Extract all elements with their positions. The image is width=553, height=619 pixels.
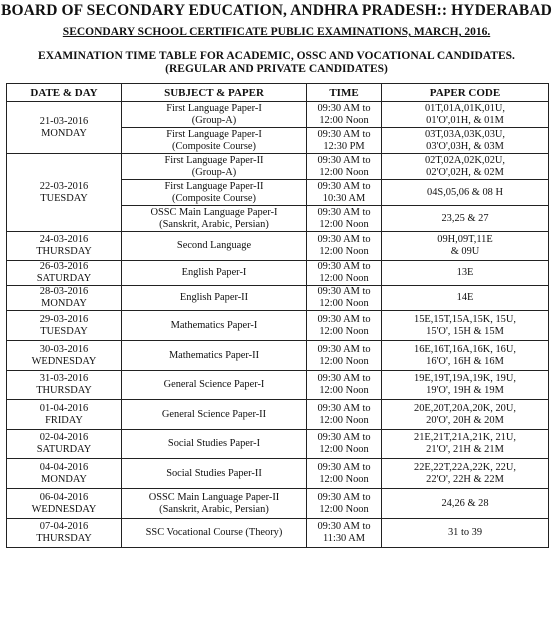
subject-line: (Group-A) [191,114,237,126]
time-line: 09:30 AM to [317,154,371,166]
exam-date: 04-04-2016 [39,461,89,473]
date-cell [7,400,122,430]
subject-cell [122,180,307,206]
exam-day: FRIDAY [45,414,83,426]
time-line: 12:00 Noon [319,414,369,426]
code-cell [382,341,549,371]
exam-date: 26-03-2016 [39,261,89,272]
exam-date: 29-03-2016 [39,313,89,325]
subject-line: (Sanskrit, Arabic, Persian) [159,503,269,515]
code-line: 24,26 & 28 [441,497,489,509]
code-cell [382,459,549,489]
subject-cell [122,519,307,548]
date-cell [7,154,122,232]
table-header-row [7,84,549,102]
time-line: 09:30 AM to [317,261,371,272]
code-cell [382,128,549,154]
table-body [7,102,549,548]
subject-line: First Language Paper-I [166,102,262,114]
exam-date: 06-04-2016 [39,491,89,503]
header-time: TIME [307,84,382,102]
code-line: 15E,15T,15A,15K, 15U, [414,313,516,325]
subject-line: General Science Paper-I [163,379,265,390]
time-line: 10:30 AM [322,192,366,204]
time-line: 09:30 AM to [317,313,371,325]
code-line: 09H,09T,11E [437,234,493,245]
date-cell [7,459,122,489]
time-line: 12:00 Noon [319,503,369,515]
date-cell [7,311,122,341]
exam-date: 22-03-2016 [39,180,89,192]
time-line: 09:30 AM to [317,343,371,355]
code-line: 22'O', 22H & 22M [426,473,504,485]
subject-cell [122,128,307,154]
time-line: 12:00 Noon [319,114,369,126]
subject-cell [122,232,307,261]
time-line: 09:30 AM to [317,128,371,140]
date-cell [7,430,122,459]
time-line: 12:00 Noon [319,385,369,396]
subject-cell [122,341,307,371]
subject-line: SSC Vocational Course (Theory) [145,527,283,538]
code-cell [382,400,549,430]
header-subject: SUBJECT & PAPER [122,84,307,102]
header-code: PAPER CODE [382,84,549,102]
subject-line: First Language Paper-II [164,154,264,166]
table-row [7,286,549,311]
exam-date: 01-04-2016 [39,402,89,414]
date-cell [7,286,122,311]
code-line: 20E,20T,20A,20K, 20U, [414,402,516,414]
table-row [7,519,549,548]
date-cell [7,232,122,261]
code-line: 03'O',03H, & 03M [426,140,504,152]
subject-line: Social Studies Paper-I [167,438,261,449]
time-line: 09:30 AM to [317,402,371,414]
time-line: 12:00 Noon [319,273,369,284]
time-line: 12:00 Noon [319,444,369,455]
subject-line: Mathematics Paper-II [168,349,260,361]
time-cell [307,371,382,400]
timetable-heading [0,50,553,76]
code-line: 22E,22T,22A,22K, 22U, [414,461,516,473]
exam-date: 28-03-2016 [39,286,89,297]
code-line: 03T,03A,03K,03U, [424,128,506,140]
code-line: 21'O', 21H & 21M [426,444,504,455]
table-row [7,341,549,371]
table-row [7,459,549,489]
time-cell [307,519,382,548]
time-line: 09:30 AM to [317,521,371,532]
subject-line: Mathematics Paper-I [170,319,258,331]
subject-line: First Language Paper-I [166,128,262,140]
code-cell [382,180,549,206]
time-cell [307,154,382,180]
time-line: 12:00 Noon [319,298,369,309]
time-line: 12:00 Noon [319,473,369,485]
exam-date: 02-04-2016 [39,432,89,443]
time-cell [307,430,382,459]
code-line: 01T,01A,01K,01U, [424,102,506,114]
code-cell [382,232,549,261]
time-cell [307,311,382,341]
time-cell [307,489,382,519]
code-cell [382,261,549,286]
time-cell [307,180,382,206]
time-cell [307,232,382,261]
exam-date: 30-03-2016 [39,343,89,355]
exam-date: 21-03-2016 [39,115,89,127]
subject-cell [122,459,307,489]
subject-line: English Paper-I [181,267,247,278]
table-row [7,232,549,261]
subject-line: (Composite Course) [172,192,256,204]
code-line: & 09U [450,246,480,257]
subject-line: OSSC Main Language Paper-II [148,491,280,503]
code-line: 15'O', 15H & 15M [426,325,504,337]
subject-line: First Language Paper-II [164,180,264,192]
exam-day: TUESDAY [40,192,88,204]
exam-day: SATURDAY [36,444,92,455]
exam-day: WEDNESDAY [31,503,97,515]
time-line: 09:30 AM to [317,180,371,192]
subject-line: English Paper-II [179,292,249,303]
subject-cell [122,371,307,400]
subject-line: Social Studies Paper-II [166,467,262,479]
code-cell [382,371,549,400]
code-line: 21E,21T,21A,21K, 21U, [414,432,516,443]
time-line: 12:30 PM [323,140,365,152]
subject-line: (Sanskrit, Arabic, Persian) [159,218,269,230]
exam-date: 31-03-2016 [39,373,89,384]
time-cell [307,206,382,232]
table-row [7,371,549,400]
code-line: 31 to 39 [447,527,483,538]
table-row [7,430,549,459]
date-cell [7,102,122,154]
time-cell [307,286,382,311]
code-cell [382,430,549,459]
time-cell [307,400,382,430]
subject-cell [122,311,307,341]
time-line: 09:30 AM to [317,286,371,297]
exam-day: MONDAY [41,127,87,139]
time-line: 09:30 AM to [317,206,371,218]
time-cell [307,261,382,286]
date-cell [7,489,122,519]
exam-date: 07-04-2016 [39,521,89,532]
table-row [7,489,549,519]
code-line: 02'O',02H, & 02M [426,166,504,178]
subject-cell [122,154,307,180]
time-line: 09:30 AM to [317,461,371,473]
code-line: 14E [456,292,474,303]
exam-day: TUESDAY [40,325,88,337]
exam-day: MONDAY [41,473,87,485]
code-line: 19'O', 19H & 19M [426,385,504,396]
exam-day: THURSDAY [36,246,92,257]
subject-line: Second Language [176,240,252,251]
subject-line: OSSC Main Language Paper-I [150,206,278,218]
code-cell [382,154,549,180]
subject-cell [122,489,307,519]
table-row [7,102,549,128]
code-line: 13E [456,267,474,278]
code-line: 16'O', 16H & 16M [426,355,504,367]
time-line: 12:00 Noon [319,166,369,178]
code-line: 19E,19T,19A,19K, 19U, [414,373,516,384]
board-title: BOARD OF SECONDARY EDUCATION, ANDHRA PRADESH:: HYDERABAD [1,2,552,19]
code-line: 20'O', 20H & 20M [426,414,504,426]
timetable-heading-line2: (REGULAR AND PRIVATE CANDIDATES) [165,63,388,75]
code-line: 23,25 & 27 [441,212,489,224]
time-line: 12:00 Noon [319,355,369,367]
time-line: 09:30 AM to [317,234,371,245]
time-line: 09:30 AM to [317,432,371,443]
time-line: 09:30 AM to [317,491,371,503]
date-cell [7,371,122,400]
table-row [7,400,549,430]
subject-cell [122,206,307,232]
subject-cell [122,286,307,311]
subject-line: (Group-A) [191,166,237,178]
date-cell [7,341,122,371]
table-row [7,154,549,180]
exam-day: THURSDAY [36,533,92,544]
time-line: 12:00 Noon [319,218,369,230]
header-date: DATE & DAY [7,84,122,102]
subject-cell [122,430,307,459]
exam-day: WEDNESDAY [31,355,97,367]
code-cell [382,519,549,548]
code-cell [382,286,549,311]
code-cell [382,311,549,341]
code-line: 01'O',01H, & 01M [426,114,504,126]
time-cell [307,459,382,489]
time-line: 12:00 Noon [319,246,369,257]
exam-title: SECONDARY SCHOOL CERTIFICATE PUBLIC EXAMINATIONS, MARCH, 2016. [62,26,491,38]
time-line: 11:30 AM [322,533,366,544]
code-cell [382,102,549,128]
subject-cell [122,261,307,286]
subject-line: (Composite Course) [172,140,256,152]
code-cell [382,489,549,519]
exam-day: MONDAY [41,298,87,309]
code-line: 16E,16T,16A,16K, 16U, [414,343,516,355]
timetable-table [6,83,549,548]
time-cell [307,102,382,128]
time-cell [307,341,382,371]
subject-cell [122,400,307,430]
date-cell [7,261,122,286]
exam-day: SATURDAY [36,273,92,284]
date-cell [7,519,122,548]
subject-cell [122,102,307,128]
time-line: 12:00 Noon [319,325,369,337]
code-cell [382,206,549,232]
subject-line: General Science Paper-II [161,408,267,420]
code-line: 04S,05,06 & 08 H [427,186,503,198]
exam-day: THURSDAY [36,385,92,396]
time-cell [307,128,382,154]
time-line: 09:30 AM to [317,373,371,384]
table-row [7,311,549,341]
exam-date: 24-03-2016 [39,234,89,245]
timetable-heading-line1: EXAMINATION TIME TABLE FOR ACADEMIC, OSSC AND VOCATIONAL CANDIDATES. [38,50,515,62]
time-line: 09:30 AM to [317,102,371,114]
code-line: 02T,02A,02K,02U, [424,154,506,166]
table-row [7,261,549,286]
